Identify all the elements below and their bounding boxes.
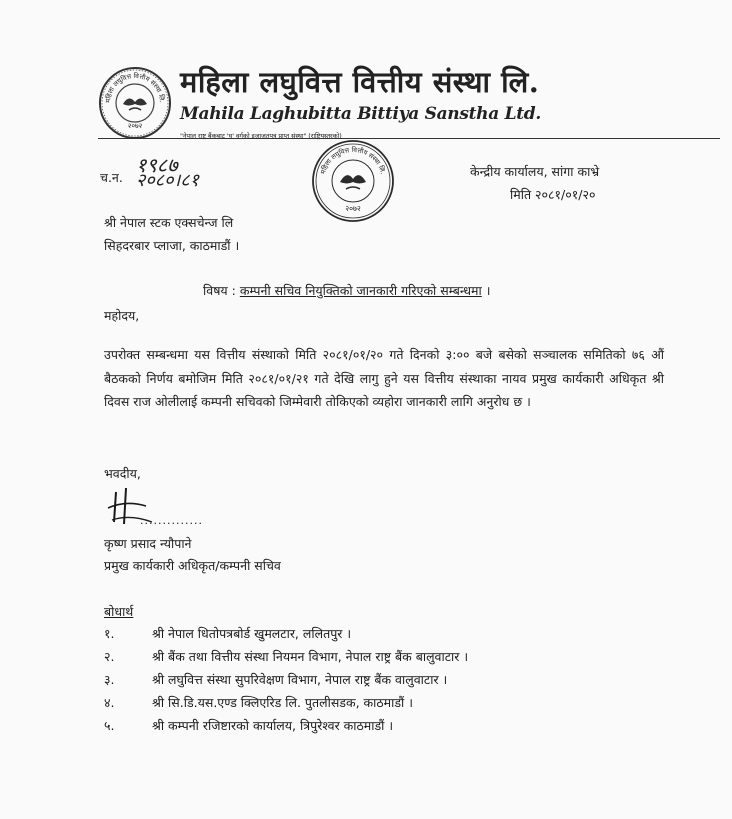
subject-text: कम्पनी सचिव नियुक्तिको जानकारी गरिएको सम्बन्धमा — [239, 283, 482, 298]
signatory-title: प्रमुख कार्यकारी अधिकृत/कम्पनी सचिव — [104, 558, 281, 573]
subject-line — [203, 282, 490, 299]
recipient-address: सिहदरबार प्लाजा, काठमाडौं । — [104, 238, 240, 253]
cc-item-number: १. — [104, 626, 115, 641]
seal-ring-text: महिला लघुवित्त वित्तीय संस्था लि. — [318, 145, 388, 175]
closing-line: भवदीय, — [104, 466, 141, 481]
organization-logo — [98, 66, 172, 140]
signatory-name: कृष्ण प्रसाद न्यौपाने — [104, 536, 192, 551]
seal-year: २०७२ — [345, 204, 361, 213]
cc-list-item — [104, 717, 393, 737]
organization-name-nepali: महिला लघुवित्त वित्तीय संस्था लि. — [180, 65, 540, 99]
organization-tagline: "नेपाल राष्ट्र बैंकबाट 'घ' वर्गको इजाजतपत्र प्राप्त संस्था" (राष्ट्रियस्तरको) — [180, 132, 342, 140]
cc-list-item — [104, 671, 447, 691]
cc-heading: बोधार्थ — [104, 604, 134, 619]
office-address: केन्द्रीय कार्यालय, सांगा काभ्रे — [470, 164, 600, 179]
signature-line: .............. — [140, 514, 203, 527]
letter-date: मिति २०८१/०१/२० — [510, 187, 596, 202]
cc-item-number: २. — [104, 649, 115, 664]
reference-label: च.न. — [100, 170, 123, 185]
reference-year: २०८०।८१ — [136, 170, 199, 191]
organization-name-english: Mahila Laghubitta Bittiya Sanstha Ltd. — [180, 104, 541, 124]
cc-item-text: श्री बैंक तथा वित्तीय संस्था नियमन विभाग, नेपाल राष्ट्र बैंक बालुवाटार । — [152, 649, 469, 664]
cc-list-item — [104, 625, 351, 645]
cc-item-number: ३. — [104, 672, 115, 687]
cc-list-item — [104, 648, 468, 668]
subject-end: । — [481, 283, 491, 298]
cc-item-text: श्री नेपाल धितोपत्रबोर्ड खुमलटार, ललितपुर । — [152, 626, 352, 641]
cc-item-text: श्री लघुवित्त संस्था सुपरिवेक्षण विभाग, नेपाल राष्ट्र बैंक वालुवाटार । — [152, 672, 448, 687]
subject-label: विषय : — [203, 283, 236, 298]
office-seal-stamp — [310, 138, 396, 224]
letterhead-divider — [98, 138, 720, 139]
cc-item-number: ५. — [104, 718, 115, 733]
logo-ring-text: महिला लघुवित्त वित्तीय संस्था लि. — [103, 71, 167, 104]
salutation: महोदय, — [104, 308, 140, 323]
recipient-name: श्री नेपाल स्टक एक्सचेन्ज लि — [104, 215, 234, 230]
logo-year: २०७२ — [127, 122, 143, 130]
cc-item-text: श्री कम्पनी रजिष्टारको कार्यालय, त्रिपुरेश्वर काठमाडौं । — [152, 718, 394, 733]
body-paragraph: उपरोक्त सम्बन्धमा यस वित्तीय संस्थाको मिति २०८१/०१/२० गते दिनको ३:०० बजे बसेको सञ्चालक समितिको ७६ औं बैठकको निर्णय बमोजिम मिति २०८१/०१/२१ गते देखि लागु हुने यस वित्तीय संस्थाका नायव प्रमुख कार्यकारी अधिकृत श्री दिवस राज ओलीलाई कम्पनी सचिवको जिम्मेवारी तोकिएको व्यहोरा जानकारी लागि अनुरोध छ । — [104, 347, 664, 409]
cc-item-text: श्री सि.डि.यस.एण्ड क्लिएरिड लि. पुतलीसडक, काठमाडौं । — [152, 695, 413, 710]
cc-item-number: ४. — [104, 695, 115, 710]
cc-list-item — [104, 694, 413, 714]
reference-number: १९८७ — [136, 153, 178, 177]
